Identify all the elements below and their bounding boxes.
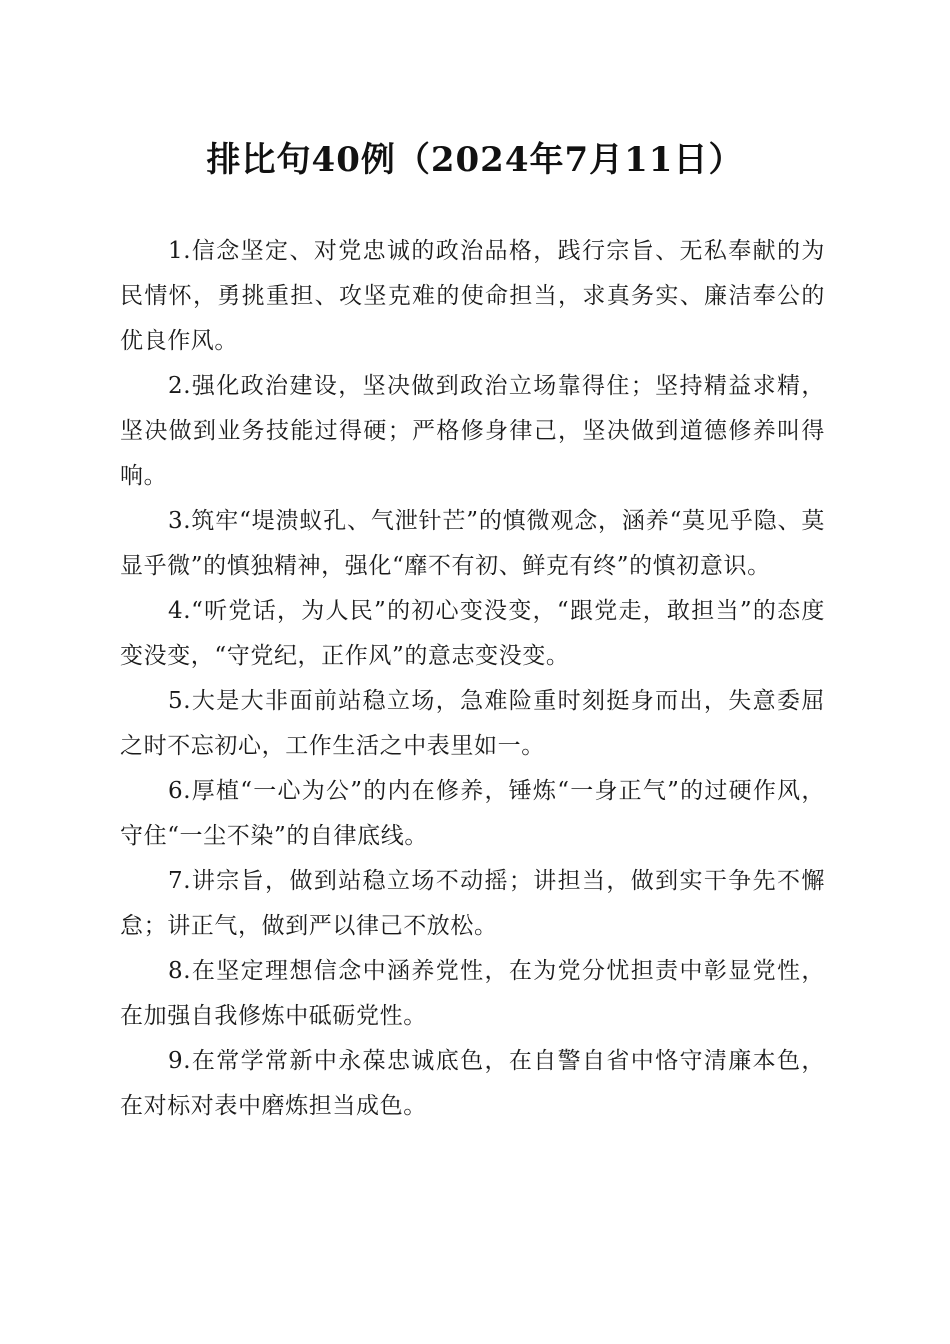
paragraph-7: 7.讲宗旨，做到站稳立场不动摇；讲担当，做到实干争先不懈怠；讲正气，做到严以律己不放松。 bbox=[120, 868, 825, 939]
paragraph-8: 8.在坚定理想信念中涵养党性，在为党分忧担责中彰显党性，在加强自我修炼中砥砺党性。 bbox=[120, 958, 825, 1029]
document-body bbox=[120, 229, 825, 1129]
paragraph-9: 9.在常学常新中永葆忠诚底色，在自警自省中恪守清廉本色，在对标对表中磨炼担当成色。 bbox=[120, 1048, 825, 1119]
paragraph-2: 2.强化政治建设，坚决做到政治立场靠得住；坚持精益求精，坚决做到业务技能过得硬；严格修身律己，坚决做到道德修养叫得响。 bbox=[120, 373, 825, 489]
paragraph-4: 4.“听党话，为人民”的初心变没变，“跟党走，敢担当”的态度变没变，“守党纪，正作风”的意志变没变。 bbox=[120, 598, 825, 669]
paragraph-6: 6.厚植“一心为公”的内在修养，锤炼“一身正气”的过硬作风，守住“一尘不染”的自律底线。 bbox=[120, 778, 825, 849]
paragraph-5: 5.大是大非面前站稳立场，急难险重时刻挺身而出，失意委屈之时不忘初心，工作生活之中表里如一。 bbox=[120, 688, 825, 759]
paragraph-3: 3.筑牢“堤溃蚁孔、气泄针芒”的慎微观念，涵养“莫见乎隐、莫显乎微”的慎独精神，强化“靡不有初、鲜克有终”的慎初意识。 bbox=[120, 508, 825, 579]
paragraph-1: 1.信念坚定、对党忠诚的政治品格，践行宗旨、无私奉献的为民情怀，勇挑重担、攻坚克难的使命担当，求真务实、廉洁奉公的优良作风。 bbox=[120, 238, 825, 354]
document-title: 排比句40例（2024年7月11日） bbox=[206, 140, 744, 180]
